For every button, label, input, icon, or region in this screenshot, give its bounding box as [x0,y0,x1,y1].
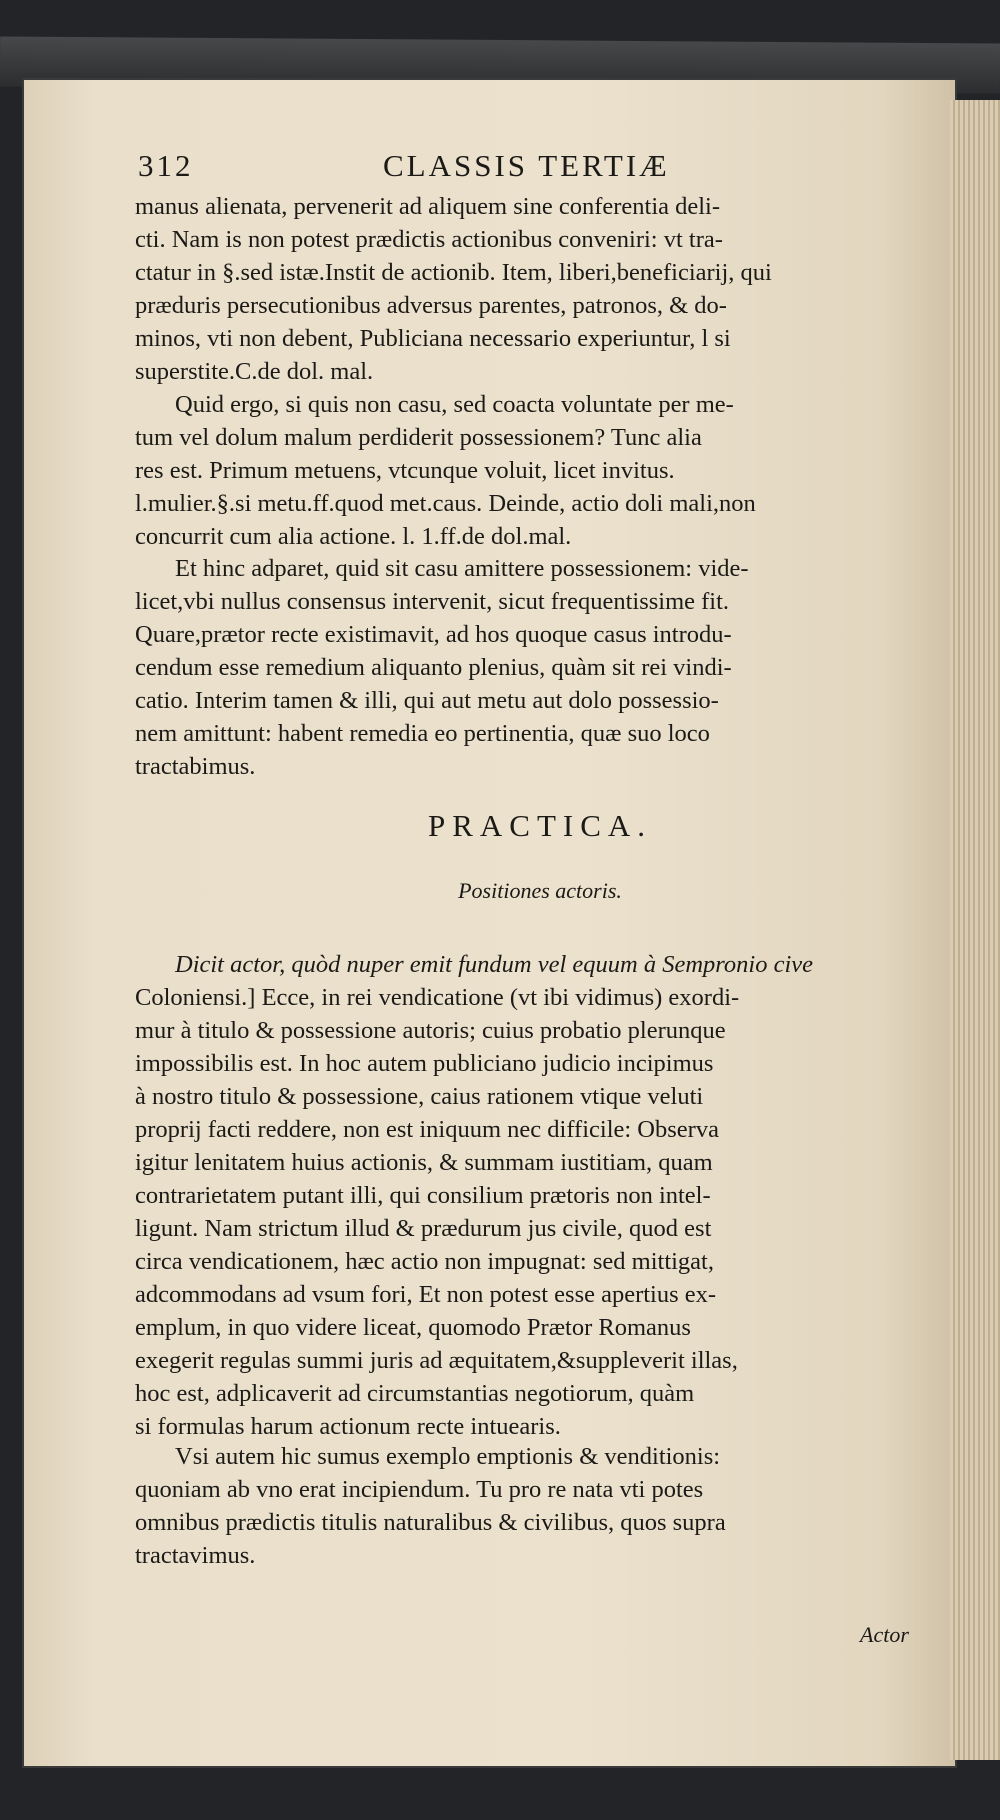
text-line: cti. Nam is non potest prædictis actionibus conveniri: vt tra- [135,226,723,253]
section-subheading: Positiones actoris. [458,878,622,903]
text-line: ligunt. Nam strictum illud & prædurum jus civile, quod est [135,1215,712,1242]
paragraph-1 [135,190,935,388]
text-line: catio. Interim tamen & illi, qui aut metu aut dolo possessio- [135,687,719,714]
text-line: superstite.C.de dol. mal. [135,358,374,385]
text-line: emplum, in quo videre liceat, quomodo Prætor Romanus [135,1314,691,1341]
text-line: exegerit regulas summi juris ad æquitatem,&suppleverit illas, [135,1347,738,1374]
running-title: CLASSIS TERTIÆ [383,148,670,183]
text-line: contrarietatem putant illi, qui consilium prætoris non intel- [135,1182,711,1209]
page-number: 312 [138,148,194,183]
text-line: Coloniensi.] Ecce, in rei vendicatione (vt ibi vidimus) exordi- [135,984,740,1011]
text-line: licet,vbi nullus consensus intervenit, sicut frequentissime fit. [135,588,730,615]
text-line: Quid ergo, si quis non casu, sed coacta voluntate per me- [175,391,734,418]
text-line: Dicit actor, quòd nuper emit fundum vel equum à Sempronio cive [175,951,814,978]
page-header [138,148,938,188]
text-line: l.mulier.§.si metu.ff.quod met.caus. Deinde, actio doli mali,non [135,490,756,517]
text-line: adcommodans ad vsum fori, Et non potest esse apertius ex- [135,1281,717,1308]
text-line: nem amittunt: habent remedia eo pertinentia, quæ suo loco [135,720,710,747]
text-line: Quare,prætor recte existimavit, ad hos quoque casus introdu- [135,621,732,648]
text-line: quoniam ab vno erat incipiendum. Tu pro re nata vti potes [135,1476,704,1503]
text-line: ctatur in §.sed istæ.Instit de actionib. Item, liberi,beneficiarij, qui [135,259,772,286]
text-line: tum vel dolum malum perdiderit possessionem? Tunc alia [135,424,702,451]
paragraph-3 [135,552,935,783]
text-line: cendum esse remedium aliquanto plenius, quàm sit rei vindi- [135,654,732,681]
text-line: tractavimus. [135,1542,256,1569]
catchword: Actor [860,1622,909,1647]
text-line: si formulas harum actionum recte intuearis. [135,1413,561,1440]
text-line: à nostro titulo & possessione, caius rationem vtique veluti [135,1083,704,1110]
paragraph-4 [135,948,935,1443]
page-stack-edge [950,100,1000,1760]
text-line: concurrit cum alia actione. l. 1.ff.de dol.mal. [135,523,572,550]
text-line: igitur lenitatem huius actionis, & summam iustitiam, quam [135,1149,713,1176]
paragraph-2 [135,388,935,553]
text-line: minos, vti non debent, Publiciana necessario experiuntur, l si [135,325,731,352]
text-line: Vsi autem hic sumus exemplo emptionis & venditionis: [175,1443,721,1470]
text-line: proprij facti reddere, non est iniquum nec difficile: Observa [135,1116,719,1143]
paragraph-5 [135,1440,935,1572]
text-line: omnibus prædictis titulis naturalibus & civilibus, quos supra [135,1509,726,1536]
section-heading: PRACTICA. [427,808,653,843]
text-line: mur à titulo & possessione autoris; cuius probatio plerunque [135,1017,726,1044]
text-line: circa vendicationem, hæc actio non impugnat: sed mittigat, [135,1248,714,1275]
text-line: manus alienata, pervenerit ad aliquem sine conferentia deli- [135,193,721,220]
text-line: res est. Primum metuens, vtcunque voluit, licet invitus. [135,457,675,484]
text-line: Et hinc adparet, quid sit casu amittere possessionem: vide- [175,555,749,582]
text-line: tractabimus. [135,753,256,780]
text-line: præduris persecutionibus adversus parentes, patronos, & do- [135,292,727,319]
text-line: hoc est, adplicaverit ad circumstantias negotiorum, quàm [135,1380,695,1407]
text-line: impossibilis est. In hoc autem publiciano judicio incipimus [135,1050,714,1077]
